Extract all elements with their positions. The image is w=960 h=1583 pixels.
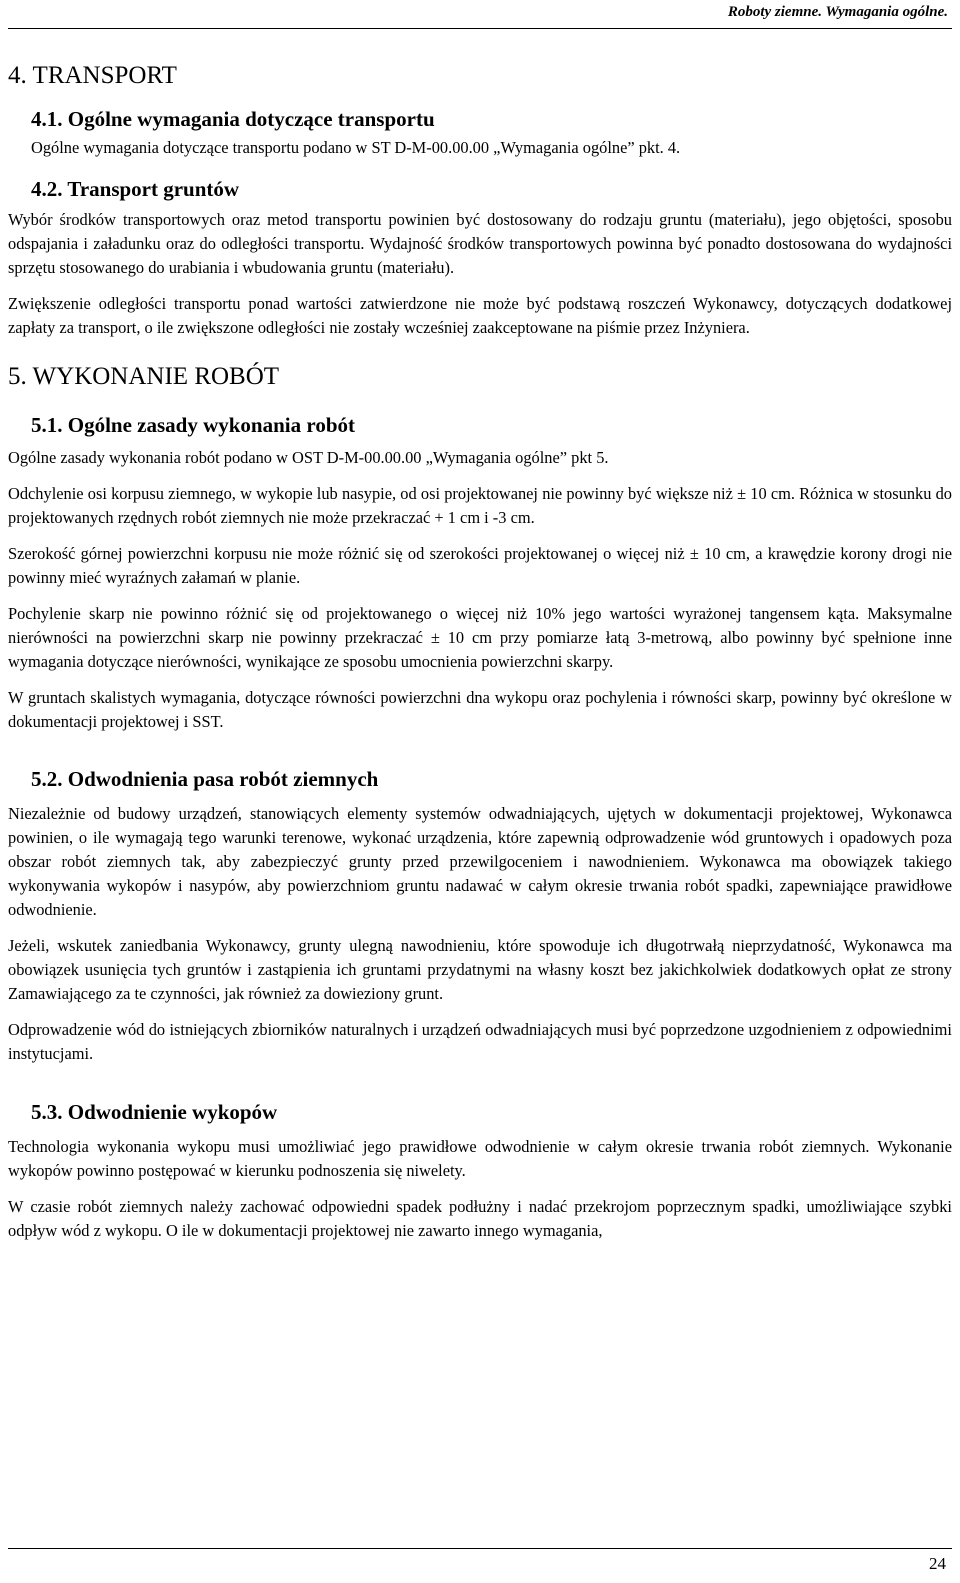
section-4-title: 4. TRANSPORT — [8, 62, 177, 89]
section-5-2-title: 5.2. Odwodnienia pasa robót ziemnych — [31, 767, 379, 791]
section-5-title: 5. WYKONANIE ROBÓT — [8, 363, 280, 390]
section-5-2-paragraph-3: Odprowadzenie wód do istniejących zbiorników naturalnych i urządzeń odwadniających musi być poprzedzone uzgodnieniem z odpowiednimi instytucjami. — [8, 1020, 952, 1063]
page-number: 24 — [929, 1554, 946, 1573]
section-4-2-paragraph-1: Wybór środków transportowych oraz metod transportu powinien być dostosowany do rodzaju gruntu (materiału), jego objętości, sposobu odspajania i załadunku oraz do odległości transportu. Wydajność środków transportowych powinna być ponadto dostosowana do wydajności sprzętu stosowanego do urabiania i wbudowania gruntu (materiału). — [8, 210, 952, 277]
section-5-3-paragraph-2: W czasie robót ziemnych należy zachować odpowiedni spadek podłużny i nadać przekrojom poprzecznym spadki, umożliwiające szybki odpływ wód z wykopu. O ile w dokumentacji projektowej nie zawarto innego wymagania, — [8, 1197, 952, 1240]
section-5-1-paragraph-2: Odchylenie osi korpusu ziemnego, w wykopie lub nasypie, od osi projektowanej nie powinny być większe niż ± 10 cm. Różnica w stosunku do projektowanych rzędnych robót ziemnych nie może przekraczać + 1 cm i -3 cm. — [8, 484, 952, 527]
section-5-1-paragraph-1: Ogólne zasady wykonania robót podano w OST D-M-00.00.00 „Wymagania ogólne” pkt 5. — [8, 448, 609, 467]
section-5-3-title: 5.3. Odwodnienie wykopów — [31, 1100, 278, 1124]
section-5-1-paragraph-4: Pochylenie skarp nie powinno różnić się od projektowanego o więcej niż 10% jego wartości wyrażonej tangensem kąta. Maksymalne nierówności na powierzchni skarp nie powinny przekraczać ± 10 cm przy pomiarze łatą 3-metrową, albo powinny być spełnione inne wymagania dotyczące nierówności, wynikające ze sposobu umocnienia powierzchni skarpy. — [8, 604, 952, 671]
section-5-1-title: 5.1. Ogólne zasady wykonania robót — [31, 413, 355, 437]
document-body — [8, 62, 952, 1243]
section-5-2-paragraph-1: Niezależnie od budowy urządzeń, stanowiących elementy systemów odwadniających, ujętych w dokumentacji projektowej, Wykonawca powinien, o ile wymagają tego warunki terenowe, wykonać urządzenia, które zapewnią odprowadzenie wód gruntowych i opadowych poza obszar robót ziemnych tak, aby zabezpieczyć grunty przed przewilgoceniem i nawodnieniem. Wykonawca ma obowiązek takiego wykonywania wykopów i nasypów, aby powierzchniom gruntu nadawać w całym okresie trwania robót spadki, zapewniające prawidłowe odwodnienie. — [8, 804, 952, 919]
section-4-2-title: 4.2. Transport gruntów — [31, 177, 240, 201]
section-4-2-paragraph-2: Zwiększenie odległości transportu ponad wartości zatwierdzone nie może być podstawą roszczeń Wykonawcy, dotyczących dodatkowej zapłaty za transport, o ile zwiększone odległości nie zostały wcześniej zaakceptowane na piśmie przez Inżyniera. — [8, 294, 952, 337]
section-4-1-paragraph-1: Ogólne wymagania dotyczące transportu podano w ST D-M-00.00.00 „Wymagania ogólne” pkt. 4. — [31, 138, 681, 157]
section-5-2-paragraph-2: Jeżeli, wskutek zaniedbania Wykonawcy, grunty ulegną nawodnieniu, które spowoduje ich długotrwałą nieprzydatność, Wykonawca ma obowiązek usunięcia tych gruntów i zastąpienia ich gruntami przydatnymi na własny koszt bez jakichkolwiek dodatkowych opłat ze strony Zamawiającego za te czynności, jak również za dowieziony grunt. — [8, 936, 952, 1003]
header-rule — [8, 28, 952, 29]
page-header — [0, 0, 960, 30]
section-5-3-paragraph-1: Technologia wykonania wykopu musi umożliwiać jego prawidłowe odwodnienie w całym okresie trwania robót ziemnych. Wykonanie wykopów powinno postępować w kierunku podnoszenia się niwelety. — [8, 1137, 952, 1180]
section-5-1-paragraph-5: W gruntach skalistych wymagania, dotyczące równości powierzchni dna wykopu oraz pochylenia i równości skarp, powinny być określone w dokumentacji projektowej i SST. — [8, 688, 952, 731]
footer-rule — [8, 1548, 952, 1549]
header-title: Roboty ziemne. Wymagania ogólne. — [727, 4, 948, 20]
section-5-1-paragraph-3: Szerokość górnej powierzchni korpusu nie może różnić się od szerokości projektowanej o więcej niż ± 10 cm, a krawędzie korony drogi nie powinny mieć wyraźnych załamań w planie. — [8, 544, 952, 587]
section-4-1-title: 4.1. Ogólne wymagania dotyczące transportu — [31, 107, 435, 131]
